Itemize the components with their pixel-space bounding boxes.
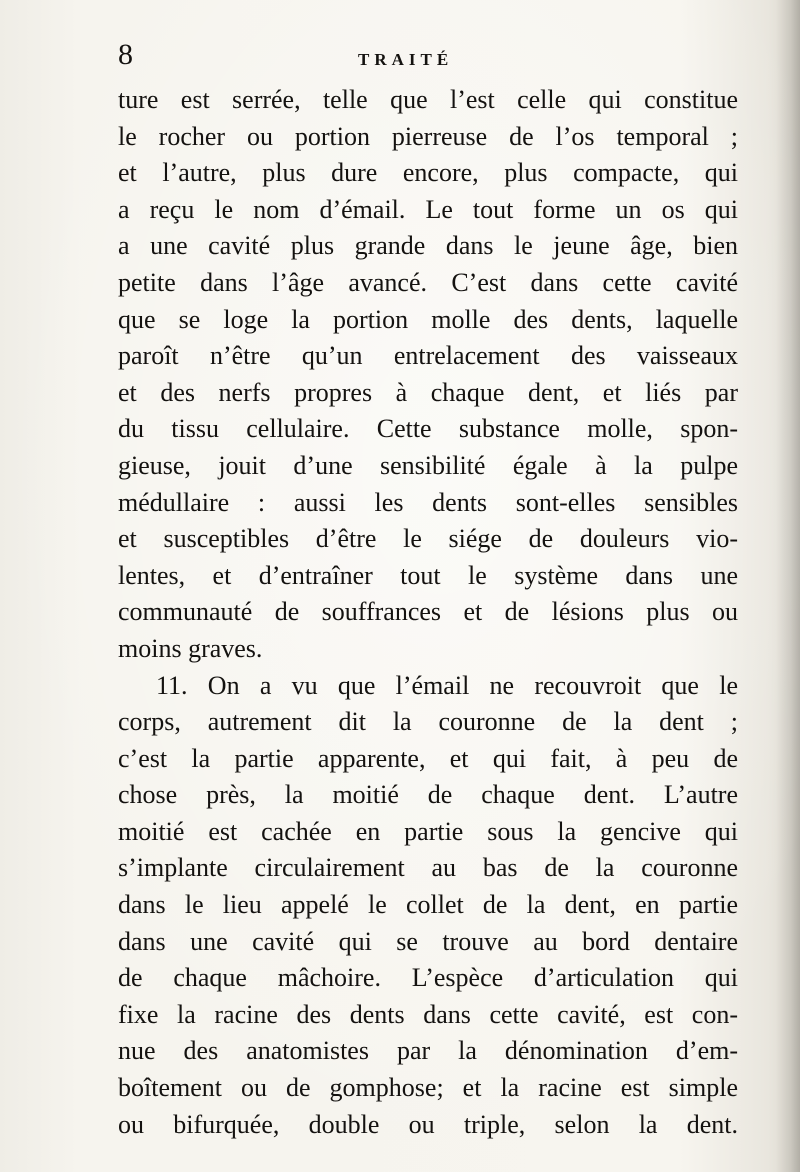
paragraph-end-line: moins graves. bbox=[118, 633, 263, 663]
running-title: TRAITÉ bbox=[358, 50, 454, 69]
text-line: a une cavité plus grande dans le jeune âge, bien bbox=[118, 231, 738, 261]
text-line: ou bifurquée, double ou triple, selon la dent. bbox=[118, 1109, 738, 1139]
text-line: a reçu le nom d’émail. Le tout forme un os qui bbox=[118, 194, 738, 224]
text-line: fixe la racine des dents dans cette cavité, est con- bbox=[118, 999, 738, 1029]
text-line: du tissu cellulaire. Cette substance molle, spon- bbox=[118, 414, 738, 444]
text-line: nue des anatomistes par la dénomination d’em- bbox=[118, 1036, 738, 1066]
text-line: que se loge la portion molle des dents, laquelle bbox=[118, 304, 738, 334]
page-number: 8 bbox=[118, 38, 133, 71]
text-line: s’implante circulairement au bas de la couronne bbox=[118, 853, 738, 883]
text-line: corps, autrement dit la couronne de la dent ; bbox=[118, 707, 738, 737]
text-line: lentes, et d’entraîner tout le système dans une bbox=[118, 560, 738, 590]
text-line: médullaire : aussi les dents sont-elles sensibles bbox=[118, 487, 738, 517]
text-line: petite dans l’âge avancé. C’est dans cette cavité bbox=[118, 267, 738, 297]
binding-shadow bbox=[776, 0, 800, 1172]
body-text bbox=[118, 82, 738, 1143]
text-line: chose près, la moitié de chaque dent. L’autre bbox=[118, 780, 738, 810]
text-line: et susceptibles d’être le siége de douleurs vio- bbox=[118, 524, 738, 554]
text-line: et des nerfs propres à chaque dent, et liés par bbox=[118, 377, 738, 407]
text-line: de chaque mâchoire. L’espèce d’articulation qui bbox=[118, 963, 738, 993]
text-line: le rocher ou portion pierreuse de l’os temporal ; bbox=[118, 121, 738, 151]
text-line: boîtement ou de gomphose; et la racine est simple bbox=[118, 1073, 738, 1103]
text-line: c’est la partie apparente, et qui fait, à peu de bbox=[118, 743, 738, 773]
text-line: ture est serrée, telle que l’est celle qui constitue bbox=[118, 85, 738, 114]
text-line: dans une cavité qui se trouve au bord dentaire bbox=[118, 926, 738, 956]
text-line: dans le lieu appelé le collet de la dent, en partie bbox=[118, 890, 738, 920]
text-line: paroît n’être qu’un entrelacement des vaisseaux bbox=[118, 341, 738, 371]
text-line: et l’autre, plus dure encore, plus compacte, qui bbox=[118, 158, 738, 188]
text-line: gieuse, jouit d’une sensibilité égale à la pulpe bbox=[118, 450, 738, 480]
paragraph-start-line: 11. On a vu que l’émail ne recouvroit que le bbox=[156, 670, 738, 700]
text-line: communauté de souffrances et de lésions plus ou bbox=[118, 597, 738, 627]
page-header bbox=[118, 38, 738, 78]
text-line: moitié est cachée en partie sous la gencive qui bbox=[118, 816, 738, 846]
